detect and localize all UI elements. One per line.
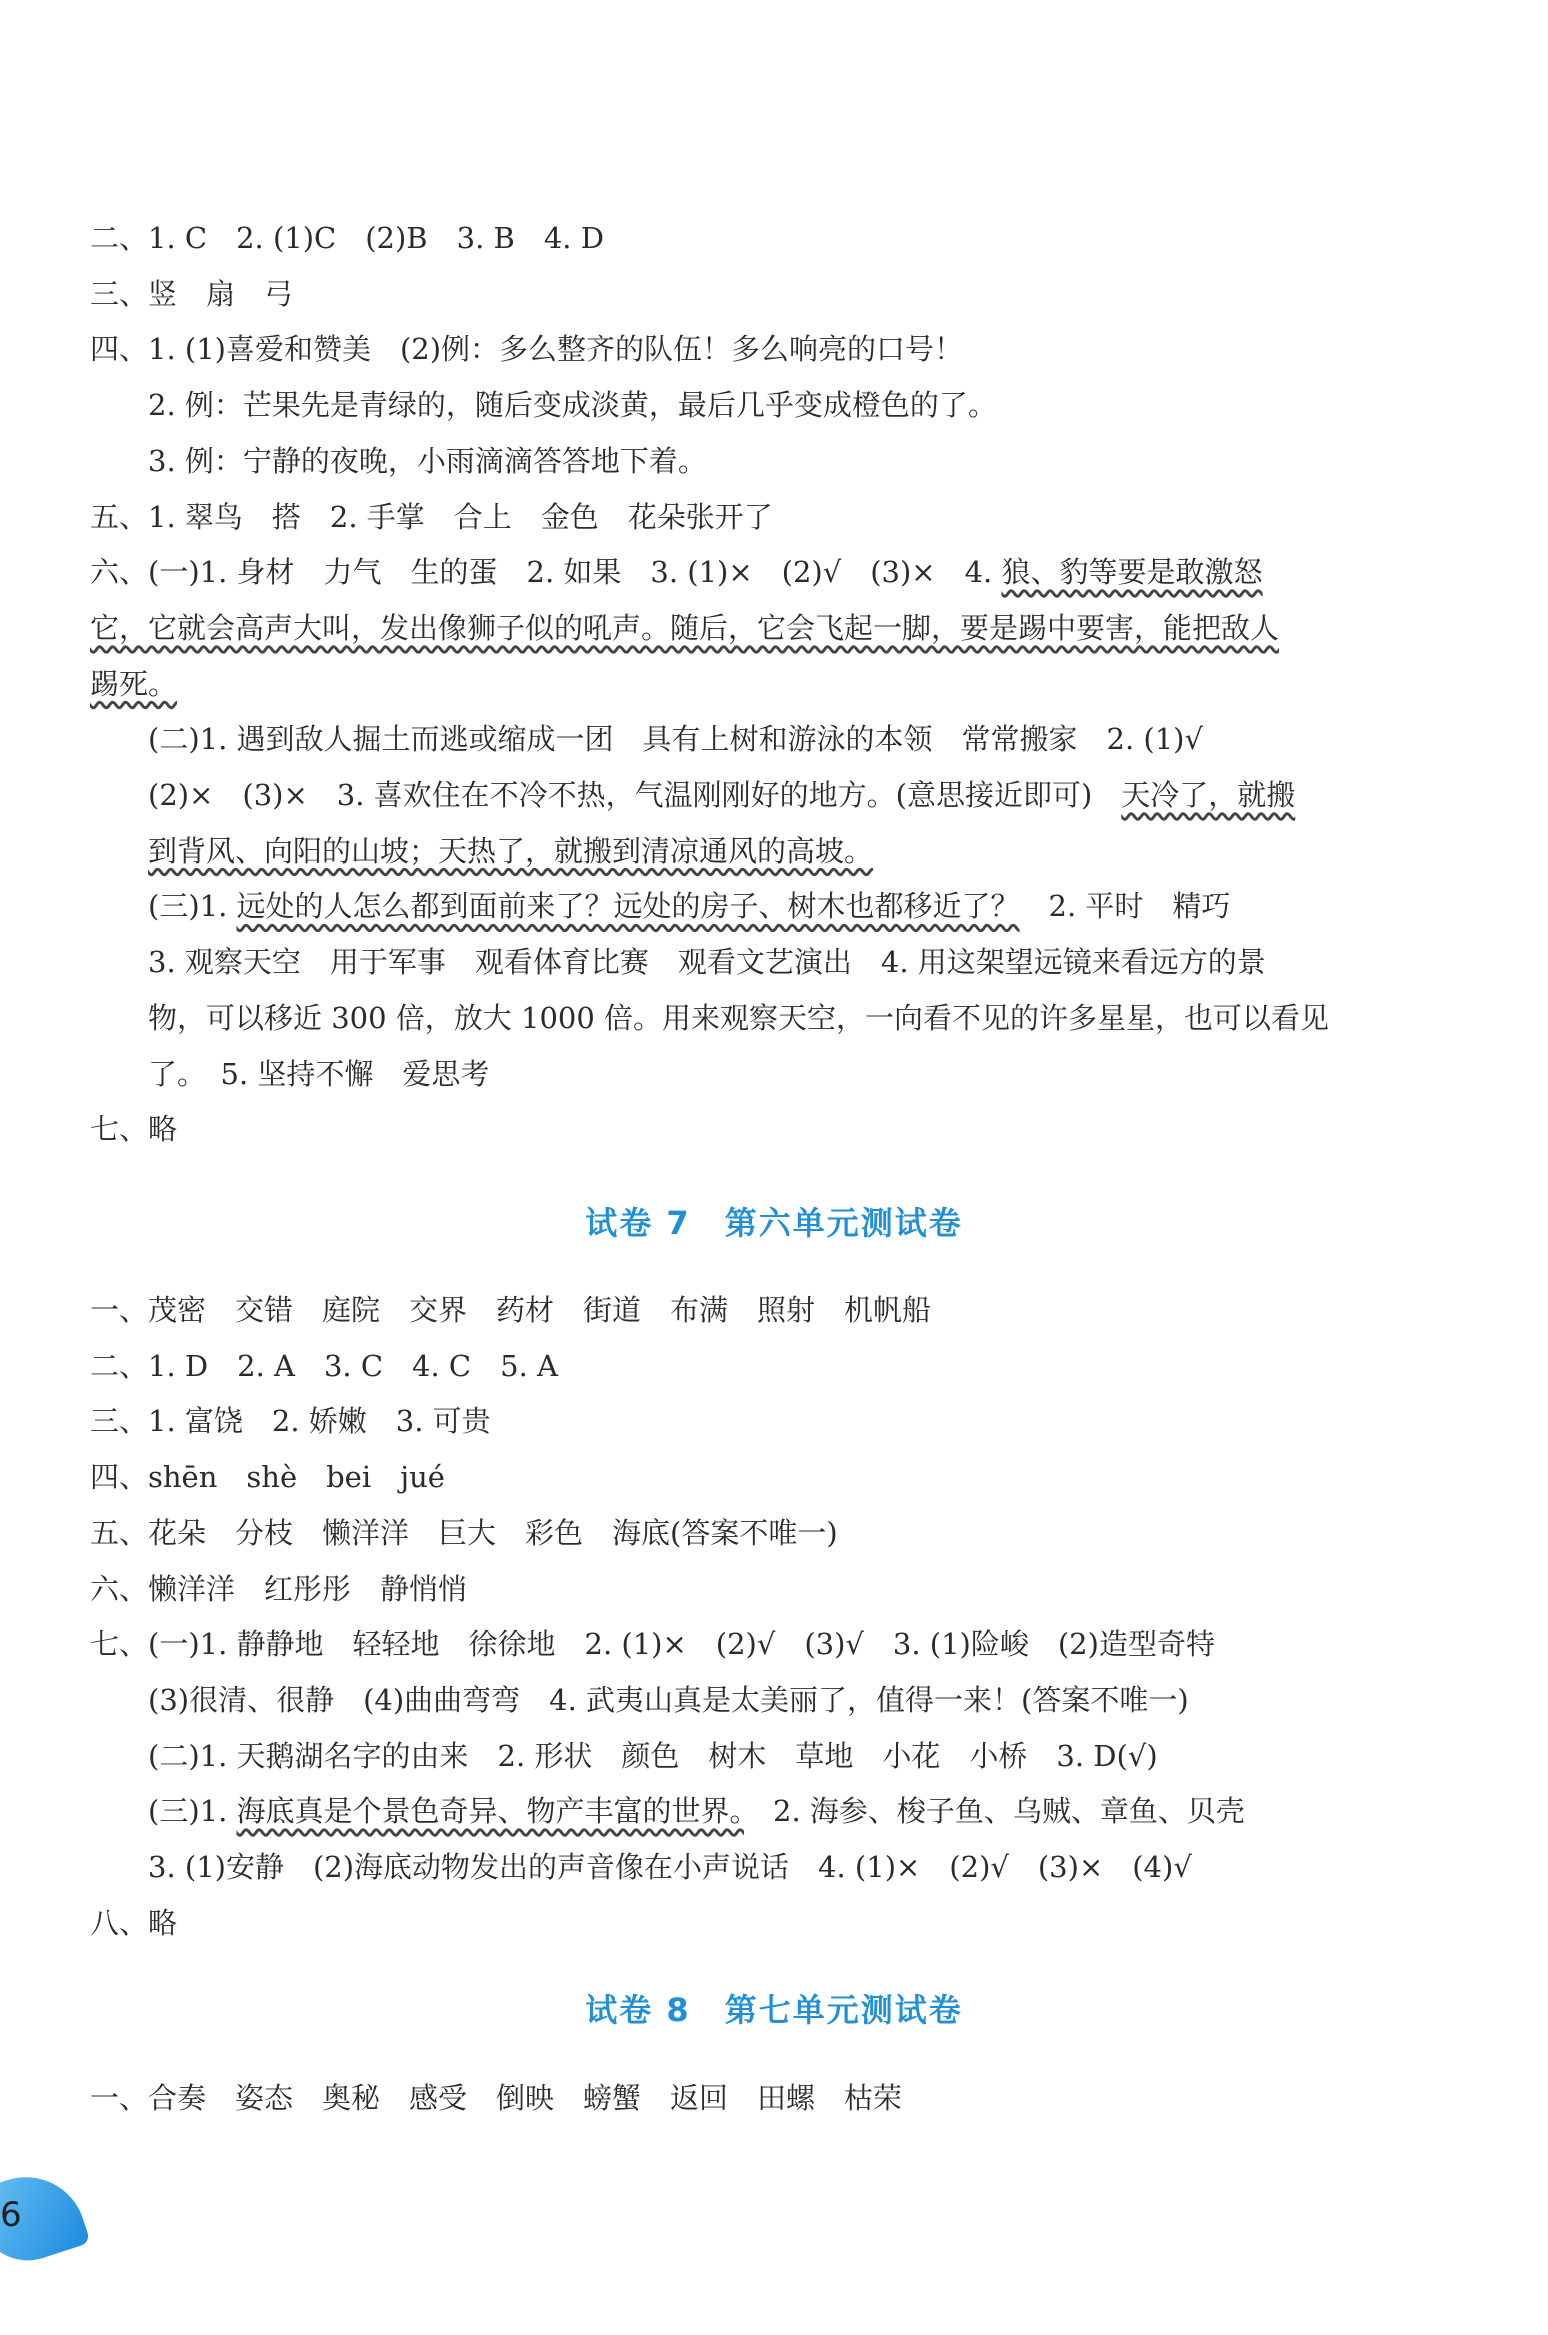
answer-text: 2. 例：芒果先是青绿的，随后变成淡黄，最后几乎变成橙色的了。 (90, 388, 997, 423)
answer-text (90, 834, 148, 868)
answer-text: 二、1. C 2. (1)C (2)B 3. B 4. D (90, 221, 604, 255)
answer-text: 六、懒洋洋 红彤彤 静悄悄 (90, 1571, 468, 1606)
answer-text: 七、(一)1. 静静地 轻轻地 徐徐地 2. (1)× (2)√ (3)√ 3. (1)险峻 (2)造型奇特 (90, 1627, 1215, 1662)
answer-line (90, 1290, 1470, 1330)
answer-line (90, 441, 1470, 481)
answer-line (90, 1791, 1470, 1831)
answer-text: 了。 5. 坚持不懈 爱思考 (90, 1056, 490, 1091)
answer-line (90, 218, 1470, 258)
underlined-answer: 海底真是个景色奇异、物产丰富的世界。 (236, 1794, 745, 1829)
underlined-answer: 狼、豹等要是敢激怒 (1001, 555, 1263, 590)
answer-line (90, 274, 1470, 314)
answer-text: 六、(一)1. 身材 力气 生的蛋 2. 如果 3. (1)× (2)√ (3)× 4. (90, 555, 1002, 590)
answer-line (90, 775, 1470, 815)
answer-line (90, 1569, 1470, 1609)
answer-line (90, 1346, 1470, 1386)
answer-line (90, 608, 1470, 648)
answer-text: (二)1. 天鹅湖名字的由来 2. 形状 颜色 树木 草地 小花 小桥 3. D(√) (90, 1738, 1158, 1773)
answer-line (90, 886, 1470, 926)
answer-line (90, 942, 1470, 982)
answer-line (90, 385, 1470, 425)
answer-line (90, 1513, 1470, 1553)
answer-text: (三)1. (90, 1794, 237, 1829)
answer-line (90, 998, 1470, 1038)
answer-text: 五、花朵 分枝 懒洋洋 巨大 彩色 海底(答案不唯一) (90, 1515, 838, 1550)
answer-line (90, 329, 1470, 369)
answer-text: 五、1. 翠鸟 搭 2. 手掌 合上 金色 花朵张开了 (90, 499, 773, 534)
answer-text: 2. 海参、梭子鱼、乌贼、章鱼、贝壳 (744, 1794, 1245, 1829)
underlined-answer: 它，它就会高声大叫，发出像狮子似的吼声。随后，它会飞起一脚，要是踢中要害，能把敌人 (90, 610, 1280, 645)
answer-line (90, 497, 1470, 537)
answer-text: 3. 例：宁静的夜晚，小雨滴滴答答地下着。 (90, 443, 707, 478)
answer-text: 四、shēn shè bei jué (90, 1460, 445, 1495)
answer-line (90, 1903, 1470, 1943)
answer-line (90, 1109, 1470, 1149)
answer-line (90, 719, 1470, 759)
answer-text: 2. 平时 精巧 (1019, 889, 1231, 924)
answer-line (90, 1680, 1470, 1720)
underlined-answer: 天冷了，就搬 (1121, 778, 1296, 812)
page-number: 6 (0, 2195, 22, 2235)
answer-line (90, 664, 1470, 704)
answer-text: 3. 观察天空 用于军事 观看体育比赛 观看文艺演出 4. 用这架望远镜来看远方的景 (90, 945, 1266, 980)
answer-text: 二、1. D 2. A 3. C 4. C 5. A (90, 1348, 558, 1383)
answer-line (90, 1401, 1470, 1441)
answer-text: 一、合奏 姿态 奥秘 感受 倒映 螃蟹 返回 田螺 枯荣 (90, 2081, 903, 2115)
underlined-answer: 到背风、向阳的山坡；天热了，就搬到清凉通风的高坡。 (148, 833, 874, 868)
answer-line (90, 1736, 1470, 1776)
section-heading-test-7: 试卷 7 第六单元测试卷 (585, 1204, 963, 1242)
answer-text: 三、1. 富饶 2. 娇嫩 3. 可贵 (90, 1404, 491, 1439)
answer-line (90, 552, 1470, 592)
underlined-answer: 远处的人怎么都到面前来了？远处的房子、树木也都移近了？ (236, 889, 1020, 924)
answer-text: (2)× (3)× 3. 喜欢住在不冷不热，气温刚刚好的地方。(意思接近即可) (90, 778, 1122, 812)
section-heading-test-8: 试卷 8 第七单元测试卷 (585, 1991, 963, 2029)
answer-line (90, 1847, 1470, 1887)
answer-text: 3. (1)安静 (2)海底动物发出的声音像在小声说话 4. (1)× (2)√ (3)× (4)√ (90, 1850, 1192, 1884)
answer-text: (三)1. (90, 889, 237, 924)
answer-text: 物，可以移近 300 倍，放大 1000 倍。用来观察天空，一向看不见的许多星星，也可以看见 (90, 1000, 1330, 1035)
answer-line (90, 1624, 1470, 1664)
underlined-answer: 踢死。 (90, 666, 178, 701)
answer-line (90, 2078, 1470, 2118)
answer-line (90, 831, 1470, 871)
answer-text: (3)很清、很静 (4)曲曲弯弯 4. 武夷山真是太美丽了，值得一来！(答案不唯一) (90, 1682, 1189, 1717)
answer-text: (二)1. 遇到敌人掘土而逃或缩成一团 具有上树和游泳的本领 常常搬家 2. (1)√ (90, 722, 1203, 757)
answer-text: 四、1. (1)喜爱和赞美 (2)例：多么整齐的队伍！多么响亮的口号！ (90, 332, 964, 367)
answer-text: 八、略 (90, 1905, 178, 1940)
answer-text: 一、茂密 交错 庭院 交界 药材 街道 布满 照射 机帆船 (90, 1293, 932, 1327)
answer-text: 三、竖 扇 弓 (90, 276, 294, 311)
answer-text: 七、略 (90, 1112, 178, 1147)
answer-line (90, 1457, 1470, 1497)
answer-line (90, 1054, 1470, 1094)
